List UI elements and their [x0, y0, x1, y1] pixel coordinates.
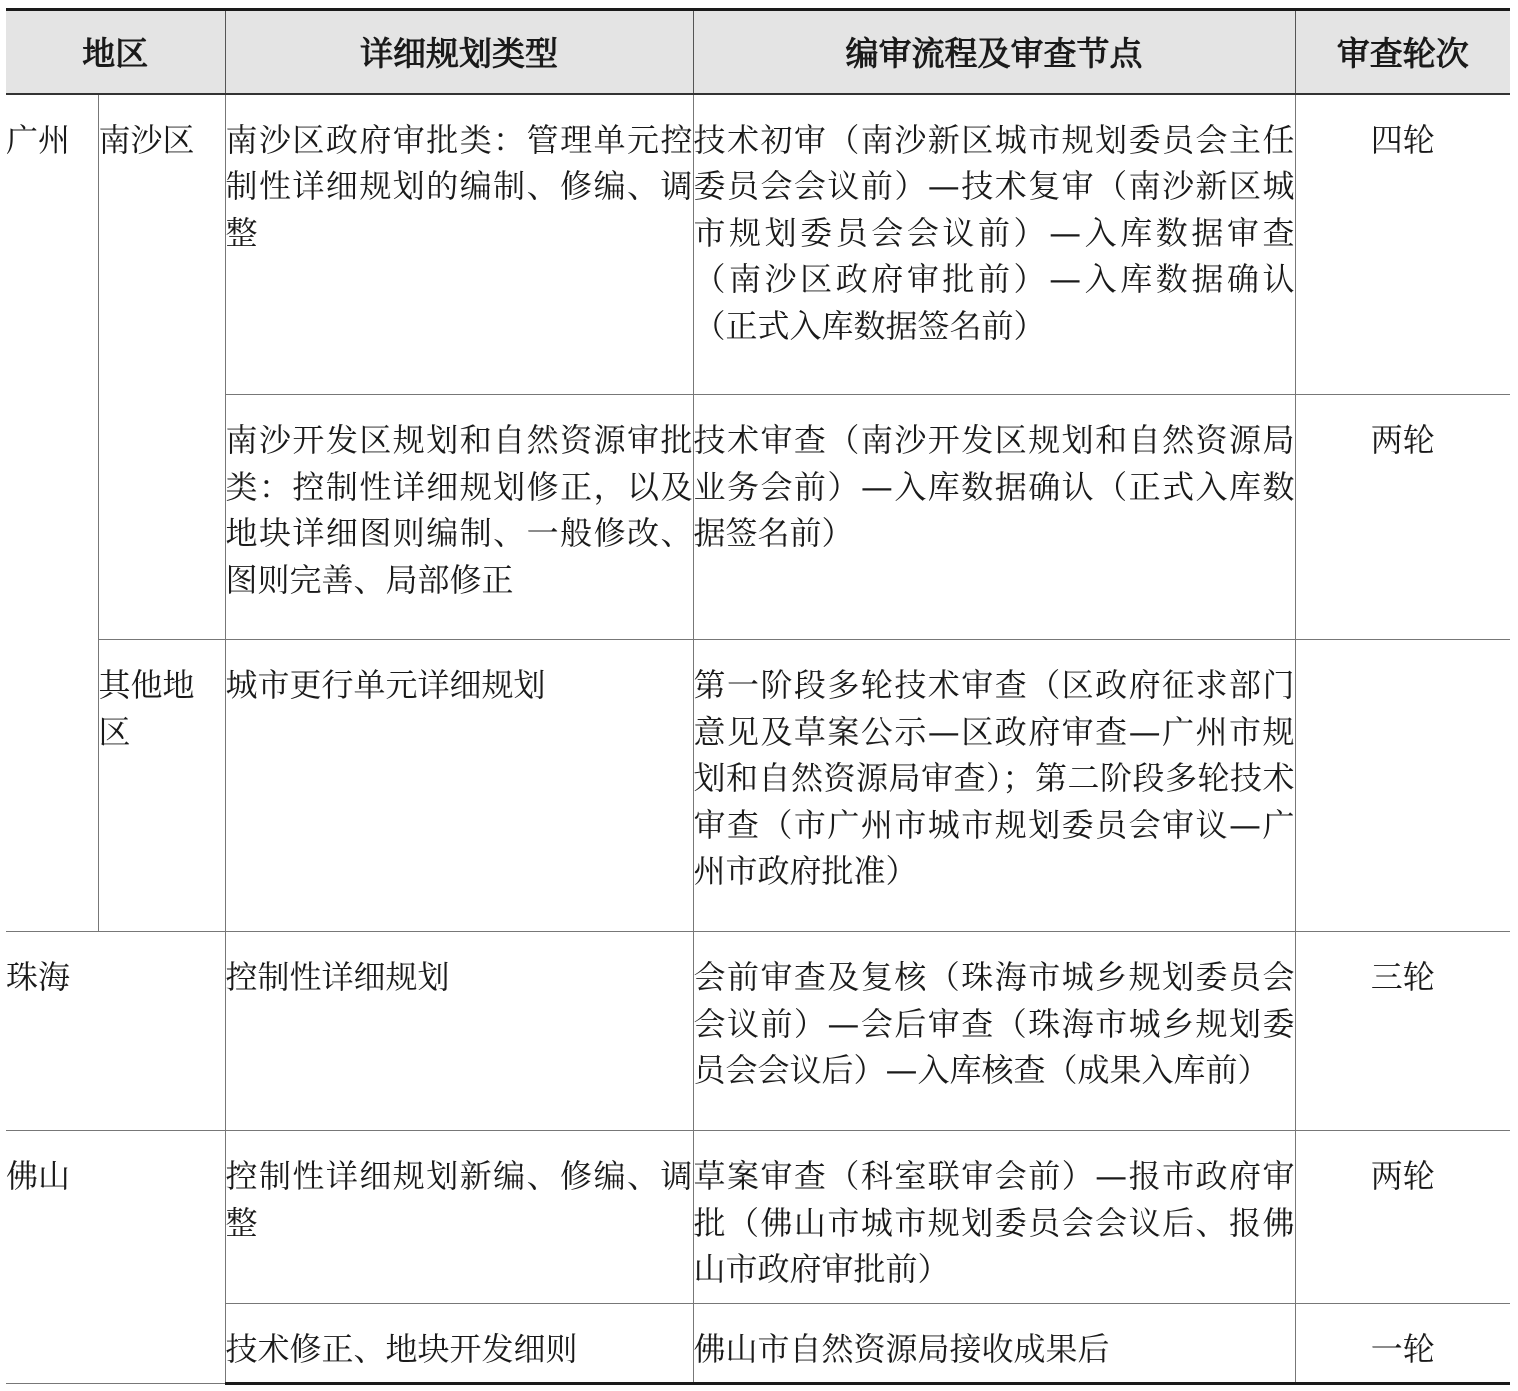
- rounds-cell: 一轮: [1295, 1303, 1510, 1384]
- plan-type-cell: 控制性详细规划新编、修编、调整: [225, 1131, 693, 1304]
- rounds-cell: 四轮: [1295, 94, 1510, 395]
- table-row: [6, 1131, 1510, 1304]
- rounds-cell: 三轮: [1295, 932, 1510, 1131]
- table-row: [6, 640, 1510, 932]
- header-process: 编审流程及审查节点: [693, 10, 1295, 94]
- process-cell: 第一阶段多轮技术审查（区政府征求部门意见及草案公示—区政府审查—广州市规划和自然资源局审查）；第二阶段多轮技术审查（市广州市城市规划委员会审议—广州市政府批准）: [693, 640, 1295, 932]
- process-cell: 佛山市自然资源局接收成果后: [693, 1303, 1295, 1384]
- subregion-cell-other: 其他地区: [98, 640, 225, 932]
- rounds-cell: 两轮: [1295, 395, 1510, 640]
- rounds-cell: 两轮: [1295, 1131, 1510, 1304]
- table-row: [6, 932, 1510, 1131]
- plan-type-cell: 技术修正、地块开发细则: [225, 1303, 693, 1384]
- plan-type-cell: 南沙开发区规划和自然资源审批类：控制性详细规划修正，以及地块详细图则编制、一般修改、图则完善、局部修正: [225, 395, 693, 640]
- process-cell: 技术初审（南沙新区城市规划委员会主任委员会会议前）—技术复审（南沙新区城市规划委员会会议前）—入库数据审查（南沙区政府审批前）—入库数据确认（正式入库数据签名前）: [693, 94, 1295, 395]
- process-cell: 草案审查（科室联审会前）—报市政府审批（佛山市城市规划委员会会议后、报佛山市政府审批前）: [693, 1131, 1295, 1304]
- process-cell: 会前审查及复核（珠海市城乡规划委员会会议前）—会后审查（珠海市城乡规划委员会会议后）—入库核查（成果入库前）: [693, 932, 1295, 1131]
- review-process-table: [6, 8, 1510, 1385]
- header-plan-type: 详细规划类型: [225, 10, 693, 94]
- subregion-cell-nansha: 南沙区: [98, 94, 225, 640]
- header-region: 地区: [6, 10, 225, 94]
- header-rounds: 审查轮次: [1295, 10, 1510, 94]
- process-cell: 技术审查（南沙开发区规划和自然资源局业务会前）—入库数据确认（正式入库数据签名前）: [693, 395, 1295, 640]
- region-cell-zhuhai: 珠海: [6, 932, 225, 1131]
- table-row: [6, 1303, 1510, 1384]
- table-row: [6, 395, 1510, 640]
- rounds-cell: [1295, 640, 1510, 932]
- plan-type-cell: 南沙区政府审批类：管理单元控制性详细规划的编制、修编、调整: [225, 94, 693, 395]
- region-cell-foshan: 佛山: [6, 1131, 225, 1384]
- plan-type-cell: 控制性详细规划: [225, 932, 693, 1131]
- plan-type-cell: 城市更行单元详细规划: [225, 640, 693, 932]
- table-header-row: [6, 10, 1510, 94]
- table-row: [6, 94, 1510, 395]
- region-cell-guangzhou: 广州: [6, 94, 98, 932]
